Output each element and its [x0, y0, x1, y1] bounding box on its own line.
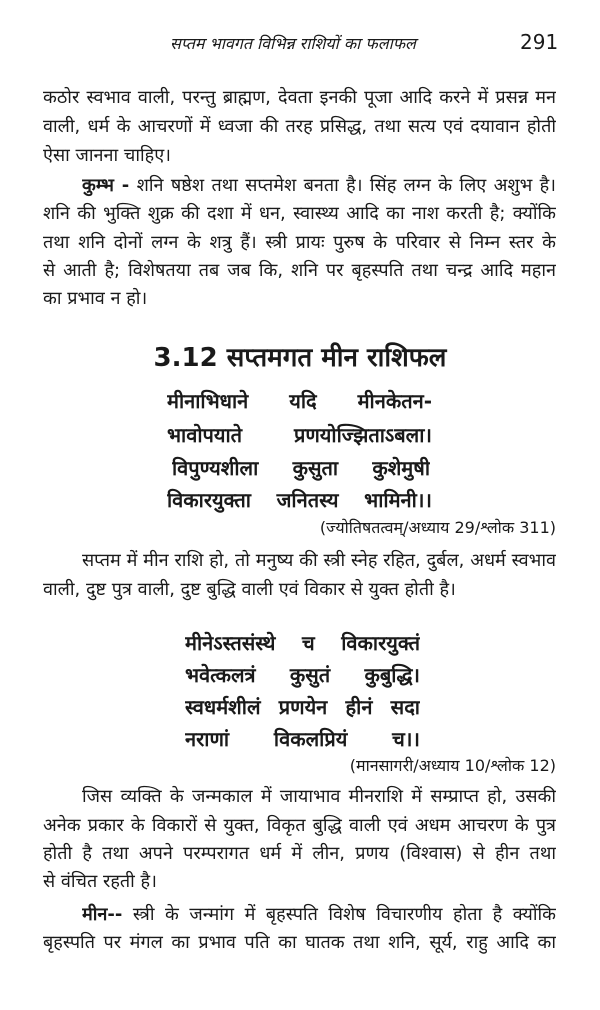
para4-line: अनेक प्रकार के विकारों से युक्त, विकृत बुद्धि वाली एवं अधम आचरण के पुत्र: [43, 815, 556, 836]
citation: (मानसागरी/अध्याय 10/श्लोक 12): [349, 756, 556, 775]
para4-line: जिस व्यक्ति के जन्मकाल में जायाभाव मीनराशि में सम्प्राप्त हो, उसकी: [82, 786, 556, 807]
section-heading: 3.12 सप्तमगत मीन राशिफल: [153, 343, 447, 373]
verse1-line: भावोपयाते प्रणयोज्झिताऽबला।: [167, 423, 432, 447]
para2-line: [82, 174, 556, 198]
verse1-line: मीनाभिधाने यदि मीनकेतन-: [167, 389, 432, 413]
verse1-line: विकारयुक्ता जनितस्य भामिनी।।: [167, 488, 432, 512]
para3-line: सप्तम में मीन राशि हो, तो मनुष्य की स्त्री स्नेह रहित, दुर्बल, अधर्म स्वभाव: [82, 550, 556, 571]
citation: (ज्योतिषतत्वम्/अध्याय 29/श्लोक 311): [319, 518, 556, 537]
para4-line: से वंचित रहती है।: [43, 871, 157, 892]
para4-line: होती है तथा अपने परम्परागत धर्म में लीन, प्रणय (विश्वास) से हीन तथा: [43, 843, 556, 864]
verse2-line: मीनेऽस्तसंस्थे च विकारयुक्तं: [185, 631, 420, 655]
para1-line: ऐसा जानना चाहिए।: [43, 145, 171, 166]
para1-line: वाली, धर्म के आचरणों में ध्वजा की तरह प्रसिद्ध, तथा सत्य एवं दयावान होती: [43, 116, 556, 137]
verse2-line: स्वधर्मशीलं प्रणयेन हीनं सदा: [185, 695, 420, 719]
meen-lead: मीन--: [82, 904, 123, 925]
para2-line: शनि की भुक्ति शुक्र की दशा में धन, स्वास्थ्य आदि का नाश करती है; क्योंकि: [43, 203, 556, 224]
para2-line: तथा शनि दोनों लग्न के शत्रु हैं। स्त्री प्रायः पुरुष के परिवार से निम्न स्तर के: [43, 232, 556, 253]
para2-line: से आती है; विशेषतया तब जब कि, शनि पर बृहस्पति तथा चन्द्र आदि महान: [43, 260, 556, 281]
page-number: 291: [520, 30, 559, 54]
para5-text: स्त्री के जन्मांग में बृहस्पति विशेष विचारणीय होता है क्योंकि: [122, 904, 556, 925]
verse2-line: भवेत्कलत्रं कुसुतं कुबुद्धि।: [185, 663, 420, 687]
kumbh-lead: कुम्भ -: [82, 175, 130, 196]
para5-line: बृहस्पति पर मंगल का प्रभाव पति का घातक तथा शनि, सूर्य, राहु आदि का: [43, 932, 556, 953]
para1-line: कठोर स्वभाव वाली, परन्तु ब्राह्मण, देवता इनकी पूजा आदि करने में प्रसन्न मन: [43, 87, 556, 108]
para5-line: [82, 903, 556, 927]
verse1-line: विपुण्यशीला कुसुता कुशेमुषी: [172, 456, 430, 480]
verse2-line: नराणां विकलप्रियं च।।: [185, 727, 420, 751]
para2-line: का प्रभाव न हो।: [43, 288, 148, 309]
para3-line: वाली, दुष्ट पुत्र वाली, दुष्ट बुद्धि वाली एवं विकार से युक्त होती है।: [43, 579, 456, 600]
para2-text: शनि षष्ठेश तथा सप्तमेश बनता है। सिंह लग्न के लिए अशुभ है।: [129, 175, 556, 196]
running-title: सप्तम भावगत विभिन्न राशियों का फलाफल: [170, 34, 416, 53]
